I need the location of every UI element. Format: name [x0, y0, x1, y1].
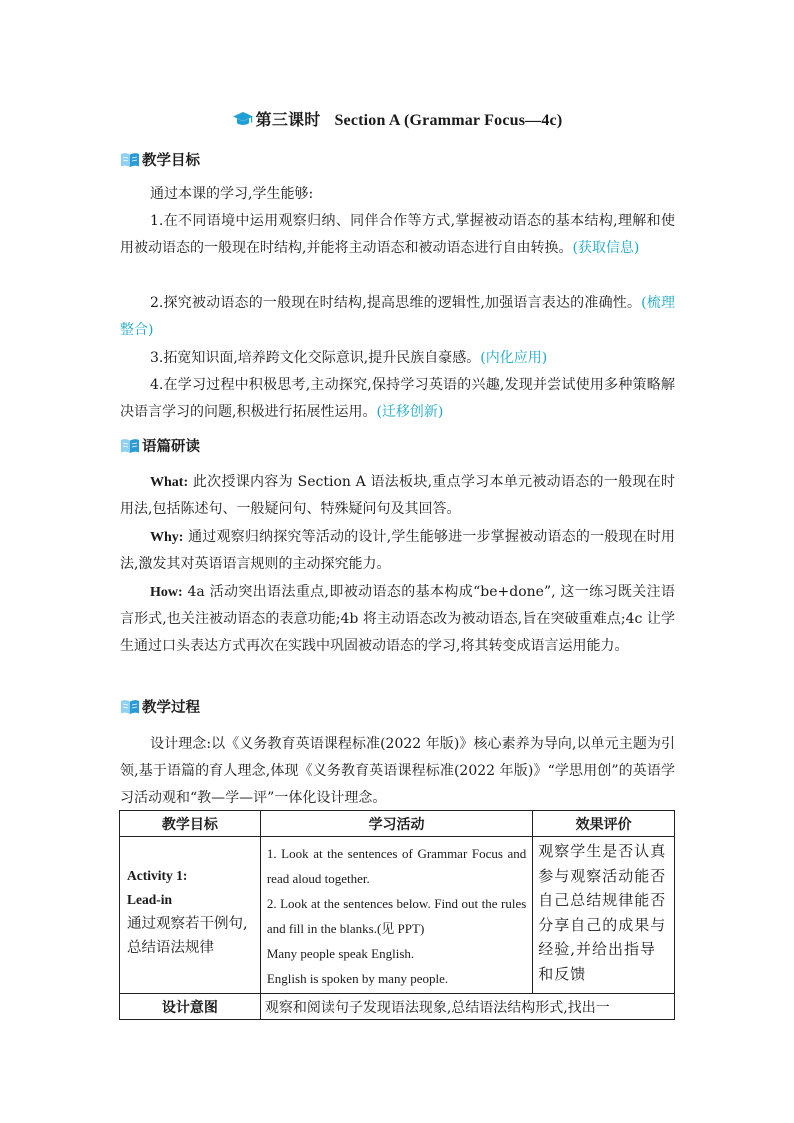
book-icon — [120, 698, 140, 715]
lesson-title-zh: 第三课时 — [255, 110, 321, 129]
book-icon — [120, 437, 140, 454]
how-text: 4a 活动突出语法重点,即被动语态的基本构成“be+done”, 这一练习既关注语言形式,也关注被动语态的表意功能;4b 将主动语态改为被动语态,旨在突破重难点;4c 让学生通过口头表达方式再次在实践中巩固被动语态的学习,将其转变成语言运用能力。 — [120, 584, 675, 654]
how-label: How: — [150, 585, 183, 600]
evaluation-cell: 观察学生是否认真参与观察活动能否自己总结规律能否分享自己的成果与经验,并给出指导和反馈 — [533, 837, 675, 994]
table-row — [120, 837, 675, 994]
analysis-how — [120, 579, 675, 660]
book-icon — [120, 151, 140, 168]
objective-item — [120, 208, 675, 262]
section-heading-analysis — [120, 434, 200, 456]
learning-activity-cell — [260, 837, 532, 994]
objective-tag: (迁移创新) — [376, 404, 444, 420]
table-row — [120, 994, 675, 1020]
what-label: What: — [150, 475, 189, 490]
section-heading-process — [120, 695, 200, 717]
lesson-title — [0, 107, 794, 130]
design-intent-label: 设计意图 — [120, 994, 261, 1020]
objectives-intro — [120, 181, 675, 208]
objective-tag: (获取信息) — [572, 240, 640, 256]
why-label: Why: — [150, 530, 184, 545]
activity-name: Activity 1: — [127, 868, 188, 883]
activity-cell — [120, 837, 261, 994]
graduation-cap-icon — [232, 111, 254, 127]
design-concept-text: 设计理念:以《义务教育英语课程标准(2022 年版)》核心素养为导向,以单元主题为引领,基于语篇的育人理念,体现《义务教育英语课程标准(2022 年版)》“学思用创”的英语学习活动观和“教—学—评”一体化设计理念。 — [120, 736, 675, 806]
objective-tag: (内化应用) — [480, 350, 548, 366]
header-objective: 教学目标 — [120, 811, 261, 837]
activity-sub: Lead-in — [127, 892, 173, 907]
analysis-why — [120, 524, 675, 578]
learning-step: 1. Look at the sentences of Grammar Focus and read aloud together. — [266, 846, 527, 886]
design-concept — [120, 731, 675, 812]
lesson-plan-table — [119, 810, 675, 1020]
lesson-title-en: Section A (Grammar Focus—4c) — [334, 112, 563, 129]
design-intent-text: 观察和阅读句子发现语法现象,总结语法结构形式,找出一 — [260, 994, 674, 1020]
objective-item — [120, 290, 675, 344]
objectives-intro-text: 通过本课的学习,学生能够: — [150, 186, 314, 202]
example-sentence: Many people speak English. — [266, 946, 415, 961]
section-heading-label: 教学目标 — [142, 151, 200, 169]
objective-tag: (梳理整合) — [120, 295, 675, 338]
section-heading-label: 教学过程 — [142, 698, 200, 716]
objective-text: 4.在学习过程中积极思考,主动探究,保持学习英语的兴趣,发现并尝试使用多种策略解决语言学习的问题,积极进行拓展性运用。 — [120, 377, 675, 420]
header-evaluation: 效果评价 — [533, 811, 675, 837]
example-sentence: English is spoken by many people. — [266, 971, 449, 986]
learning-step: 2. Look at the sentences below. Find out the rules and fill in the blanks.(见 PPT) — [266, 896, 527, 936]
section-heading-label: 语篇研读 — [142, 437, 200, 455]
analysis-what — [120, 469, 675, 523]
table-header-row — [120, 811, 675, 837]
objective-item — [120, 372, 675, 426]
why-text: 通过观察归纳探究等活动的设计,学生能够进一步掌握被动语态的一般现在时用法,激发其对英语语言规则的主动探究能力。 — [120, 529, 675, 572]
objective-text: 1.在不同语境中运用观察归纳、同伴合作等方式,掌握被动语态的基本结构,理解和使用被动语态的一般现在时结构,并能将主动语态和被动语态进行自由转换。 — [120, 213, 675, 256]
objective-text: 3.拓宽知识面,培养跨文化交际意识,提升民族自豪感。 — [150, 350, 481, 366]
what-text: 此次授课内容为 Section A 语法板块,重点学习本单元被动语态的一般现在时用法,包括陈述句、一般疑问句、特殊疑问句及其回答。 — [120, 474, 675, 517]
header-activity: 学习活动 — [260, 811, 532, 837]
objective-item — [120, 345, 675, 372]
objective-text: 2.探究被动语态的一般现在时结构,提高思维的逻辑性,加强语言表达的准确性。 — [150, 295, 642, 311]
activity-goal: 通过观察若干例句,总结语法规律 — [127, 916, 248, 956]
section-heading-objectives — [120, 148, 200, 170]
